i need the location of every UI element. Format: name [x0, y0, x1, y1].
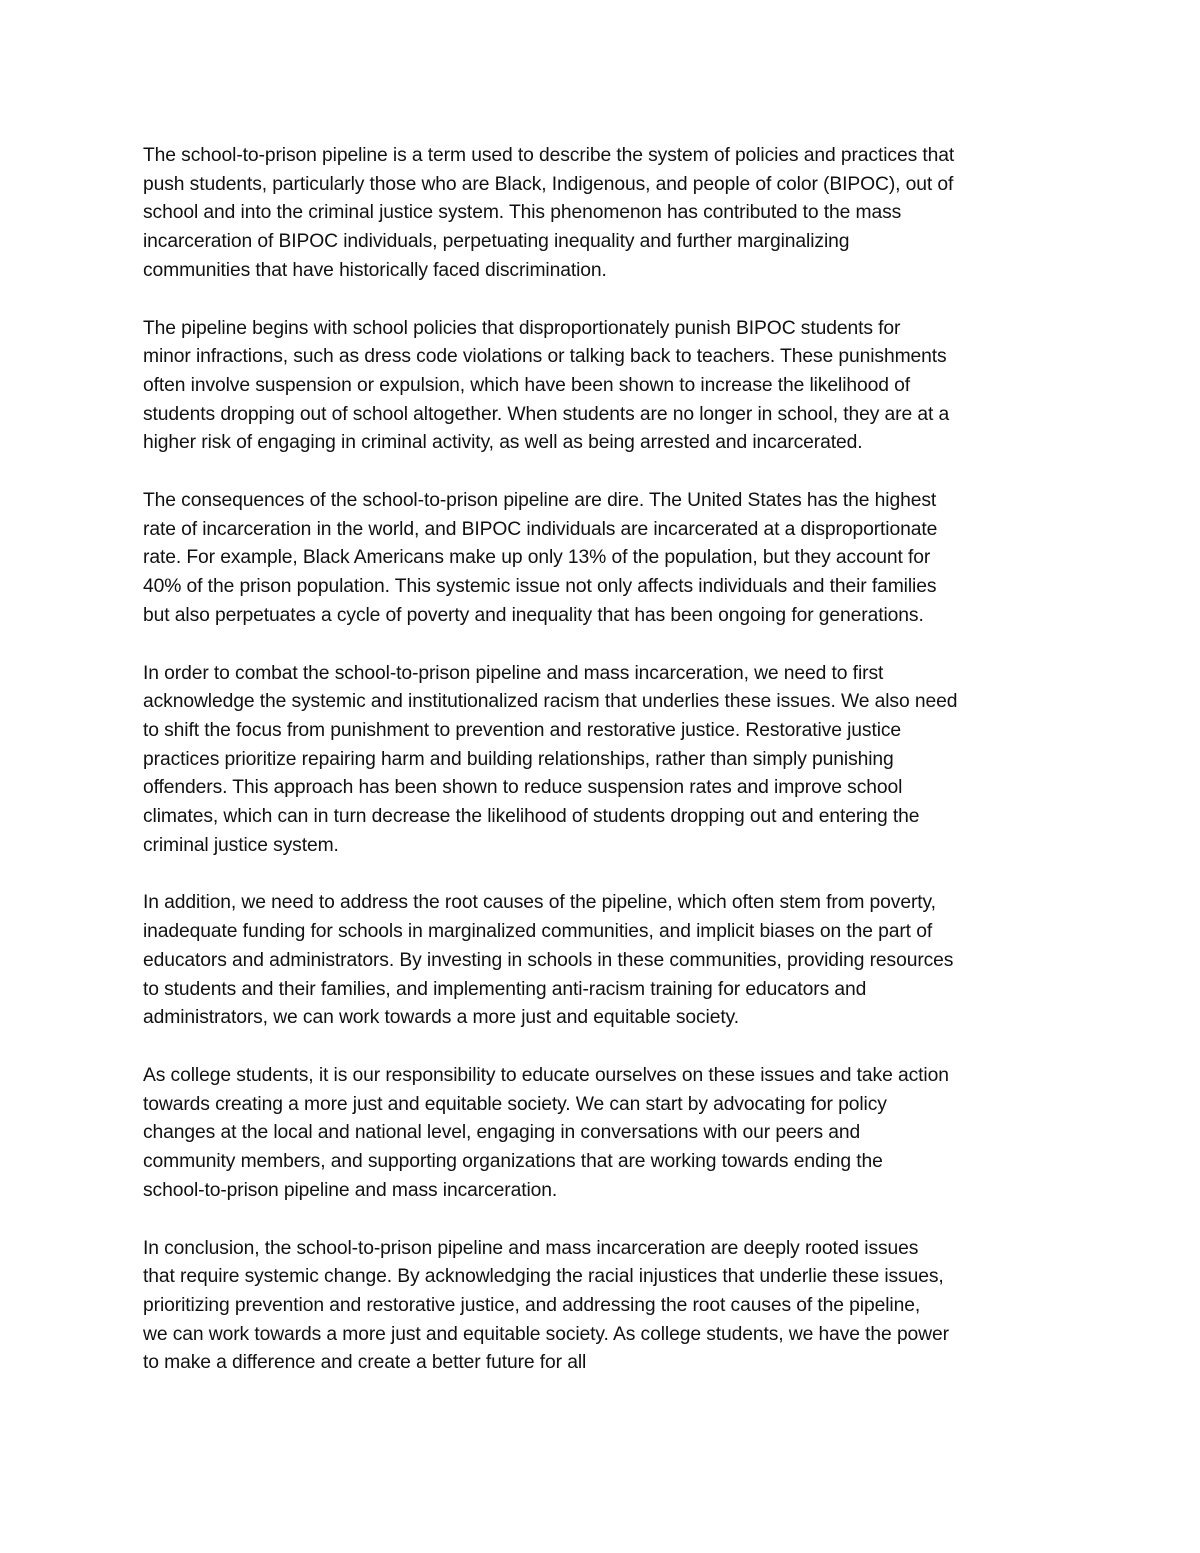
- text-line: The school-to-prison pipeline is a term used to describe the system of policies and practices that: [143, 145, 955, 166]
- text-line: towards creating a more just and equitable society. We can start by advocating for policy: [143, 1093, 887, 1115]
- text-line: push students, particularly those who are Black, Indigenous, and people of color (BIPOC), out of: [143, 173, 954, 195]
- text-line: higher risk of engaging in criminal activity, as well as being arrested and incarcerated.: [143, 432, 863, 454]
- text-line: In order to combat the school-to-prison pipeline and mass incarceration, we need to first: [143, 662, 884, 684]
- text-line: acknowledge the systemic and institutionalized racism that underlies these issues. We also need: [143, 691, 958, 713]
- paragraph-7: [143, 1235, 1073, 1379]
- text-line: criminal justice system.: [143, 834, 339, 856]
- text-line: offenders. This approach has been shown to reduce suspension rates and improve school: [143, 777, 903, 799]
- text-line: community members, and supporting organizations that are working towards ending the: [143, 1151, 883, 1173]
- text-line: In conclusion, the school-to-prison pipeline and mass incarceration are deeply rooted issues: [143, 1237, 919, 1259]
- text-line: but also perpetuates a cycle of poverty and inequality that has been ongoing for generations.: [143, 604, 924, 626]
- paragraph-2: [143, 315, 1073, 459]
- text-line: incarceration of BIPOC individuals, perpetuating inequality and further marginalizing: [143, 231, 850, 253]
- paragraph-3: [143, 487, 1073, 631]
- text-line: inadequate funding for schools in marginalized communities, and implicit biases on the part of: [143, 921, 933, 943]
- text-line: minor infractions, such as dress code violations or talking back to teachers. These punishments: [143, 346, 947, 368]
- text-line: students dropping out of school altogether. When students are no longer in school, they are at a: [143, 403, 950, 425]
- text-line: prioritizing prevention and restorative justice, and addressing the root causes of the pipeline,: [143, 1294, 921, 1316]
- text-line: rate. For example, Black Americans make up only 13% of the population, but they account for: [143, 547, 931, 569]
- text-line: that require systemic change. By acknowledging the racial injustices that underlie these issues,: [143, 1266, 944, 1288]
- paragraph-5: [143, 889, 1073, 1033]
- text-line: climates, which can in turn decrease the likelihood of students dropping out and entering the: [143, 806, 920, 828]
- text-line: The consequences of the school-to-prison pipeline are dire. The United States has the highest: [143, 490, 937, 512]
- text-line: to make a difference and create a better future for all: [143, 1352, 587, 1374]
- paragraph-6: [143, 1062, 1073, 1206]
- text-line: administrators, we can work towards a more just and equitable society.: [143, 1007, 739, 1029]
- text-line: we can work towards a more just and equitable society. As college students, we have the power: [143, 1323, 949, 1345]
- text-line: rate of incarceration in the world, and BIPOC individuals are incarcerated at a disproportionate: [143, 518, 938, 540]
- text-line: In addition, we need to address the root causes of the pipeline, which often stem from poverty,: [143, 892, 936, 914]
- text-line: school-to-prison pipeline and mass incarceration.: [143, 1179, 558, 1201]
- text-line: As college students, it is our responsibility to educate ourselves on these issues and take action: [143, 1064, 949, 1086]
- text-line: changes at the local and national level, engaging in conversations with our peers and: [143, 1122, 861, 1144]
- text-line: to students and their families, and implementing anti-racism training for educators and: [143, 978, 867, 1000]
- text-line: The pipeline begins with school policies that disproportionately punish BIPOC students for: [143, 317, 901, 339]
- text-line: school and into the criminal justice system. This phenomenon has contributed to the mass: [143, 202, 902, 224]
- document-body: [143, 142, 1073, 1407]
- text-line: to shift the focus from punishment to prevention and restorative justice. Restorative justice: [143, 719, 902, 741]
- text-line: communities that have historically faced discrimination.: [143, 259, 607, 281]
- text-line: educators and administrators. By investing in schools in these communities, providing resources: [143, 949, 954, 971]
- paragraph-4: [143, 660, 1073, 861]
- text-line: often involve suspension or expulsion, which have been shown to increase the likelihood of: [143, 374, 911, 396]
- text-line: 40% of the prison population. This systemic issue not only affects individuals and their families: [143, 576, 937, 598]
- text-line: practices prioritize repairing harm and building relationships, rather than simply punishing: [143, 748, 894, 770]
- paragraph-1: [143, 142, 1073, 286]
